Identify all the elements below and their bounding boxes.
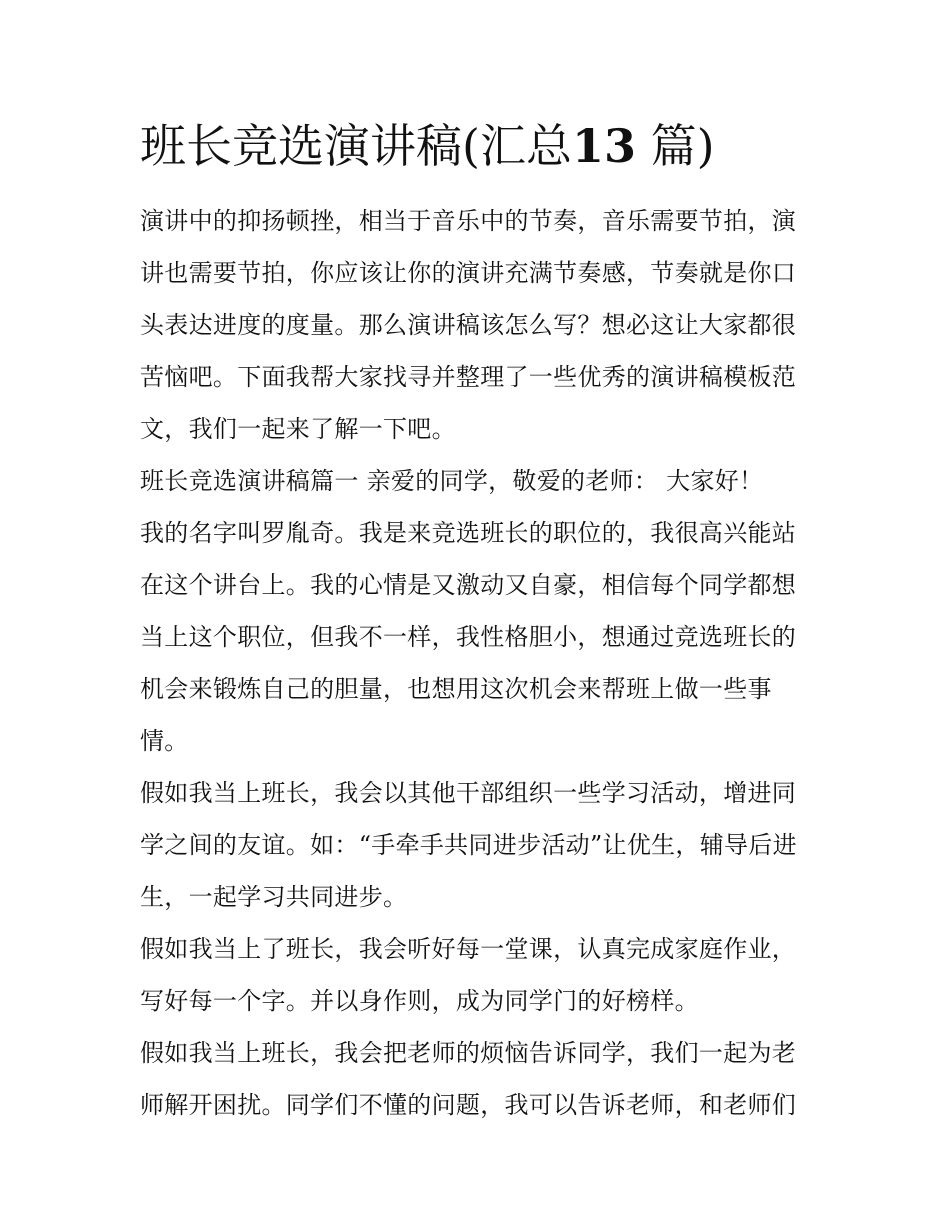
document-title <box>140 113 840 179</box>
paragraph-plan-activities: 假如我当上班长，我会以其他干部组织一些学习活动，增进同学之间的友谊。如：“手牵手共同进步活动”让优生，辅导后进生，一起学习共同进步。 <box>140 779 797 911</box>
paragraph-intro: 演讲中的抑扬顿挫，相当于音乐中的节奏，音乐需要节拍，演讲也需要节拍，你应该让你的演讲充满节奏感，节奏就是你口头表达进度的度量。那么演讲稿该怎么写？想必这让大家都很苦恼吧。下面我帮大家找寻并整理了一些优秀的演讲稿模板范文，我们一起来了解一下吧。 <box>140 207 797 443</box>
paragraph-plan-example: 假如我当上了班长，我会听好每一堂课，认真完成家庭作业，写好每一个字。并以身作则，成为同学门的好榜样。 <box>140 935 797 1015</box>
paragraph-self-intro: 我的名字叫罗胤奇。我是来竞选班长的职位的，我很高兴能站在这个讲台上。我的心情是又激动又自豪，相信每个同学都想当上这个职位，但我不一样，我性格胆小，想通过竞选班长的机会来锻炼自己的胆量，也想用这次机会来帮班上做一些事情。 <box>140 519 797 755</box>
document-body <box>140 195 820 1131</box>
paragraph-greeting: 班长竞选演讲稿篇一 亲爱的同学，敬爱的老师： 大家好！ <box>140 467 764 495</box>
title-number: 13 <box>571 119 636 173</box>
paragraph-plan-teacher: 假如我当上班长，我会把老师的烦恼告诉同学，我们一起为老师解开困扰。同学们不懂的问题，我可以告诉老师，和老师们 <box>140 1039 797 1119</box>
title-suffix: 篇) <box>650 119 715 173</box>
title-prefix: 班长竞选演讲稿(汇总 <box>140 119 572 173</box>
